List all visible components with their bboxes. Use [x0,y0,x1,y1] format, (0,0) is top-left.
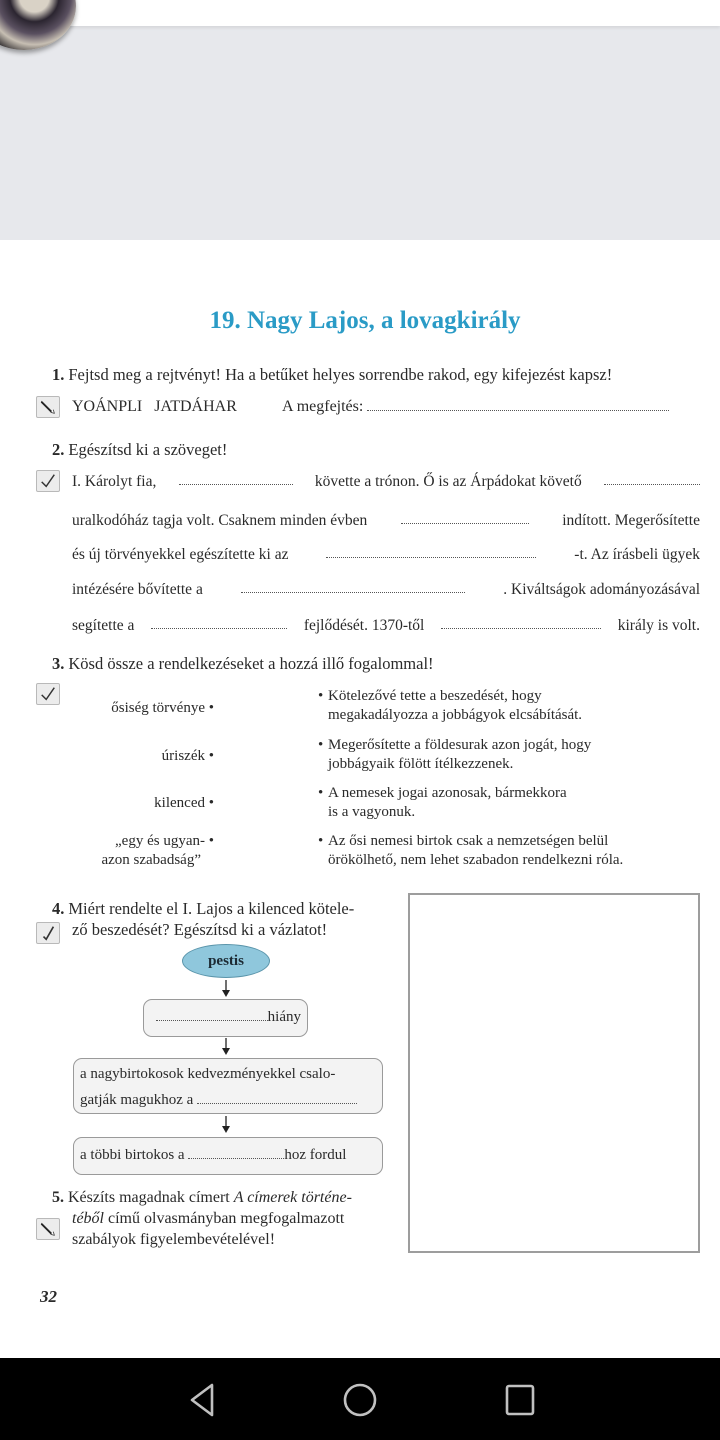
term-egy-es-ugyanazon[interactable]: „egy és ugyan- • azon szabadság” [101,833,214,868]
blank-field[interactable] [197,1092,357,1104]
text-line-5: segítette a fejlődését. 1370-től király is volt. [72,617,700,634]
task-5-prompt: 5. Készíts magadnak címert A címerek történe- téből című olvasmányban megfogalmazott szabályok figyelembevételével! [52,1189,352,1248]
system-nav-bar [0,1358,720,1440]
back-icon [187,1382,217,1418]
recents-icon [504,1383,536,1417]
task-4-prompt: 4. Miért rendelte el I. Lajos a kilenced kötele- ző beszedését? Egészítsd ki a vázlatot! [52,899,355,939]
home-button[interactable] [338,1378,382,1422]
coat-of-arms-drawing-area[interactable] [408,893,700,1253]
flow-start-pestis: pestis [182,944,270,978]
checkmark-icon [36,470,60,492]
blank-field[interactable] [188,1147,284,1159]
term-kilenced[interactable]: kilenced • [154,795,214,811]
term-uriszek[interactable]: úriszék • [161,748,214,764]
task-2-prompt: 2. Egészítsd ki a szöveget! [52,440,228,459]
blank-field[interactable] [151,617,287,629]
blank-field[interactable] [241,581,465,593]
worksheet-page [0,240,720,1358]
pencil-icon [36,1218,60,1240]
back-button[interactable] [180,1378,224,1422]
app-top-bar [0,0,720,26]
answer-label: A megfejtés: [282,398,364,415]
task-number: 1. [52,365,65,384]
blank-field[interactable] [179,473,293,485]
page-number: 32 [40,1287,57,1306]
definition-4[interactable]: • Az ősi nemesi birtok csak a nemzetségen belül örökölhető, nem lehet szabadon rendelkezni róla. [318,833,624,868]
page-title: 19. Nagy Lajos, a lovagkirály [209,307,521,334]
pencil-icon [36,396,60,418]
task-1-prompt: 1. Fejtsd meg a rejtvényt! Ha a betűket helyes sorrendbe rakod, egy kifejezést kapsz! [52,365,613,384]
blank-field[interactable] [326,546,536,558]
arrow-down-icon [221,1038,231,1056]
text-line-4: intézésére bővítette a . Kiváltságok adományozásával [72,581,700,598]
checkmark-icon [36,683,60,705]
answer-blank[interactable] [367,399,669,411]
flow-box-shortage: hiány [143,999,308,1037]
term-osiseg[interactable]: ősiség törvénye • [111,700,214,716]
text-line-1: I. Károlyt fia, követte a trónon. Ő is az Árpádokat követő [72,473,700,491]
arrow-down-icon [221,980,231,998]
flow-box-other-owners: a többi birtokos a hoz fordul [73,1137,383,1175]
task-3-prompt: 3. Kösd össze a rendelkezéseket a hozzá illő fogalommal! [52,654,434,673]
image-viewer-background [0,26,720,240]
home-icon [342,1382,378,1418]
definition-2[interactable]: • Megerősítette a földesurak azon jogát, hogy jobbágyaik fölött ítélkezzenek. [318,737,592,772]
blank-field[interactable] [441,617,601,629]
text-line-3: és új törvényekkel egészítette ki az -t. Az írásbeli ügyek [72,546,700,563]
definition-1[interactable]: • Kötelezővé tette a beszedését, hogy megakadályozza a jobbágyok elcsábítását. [318,688,583,723]
puzzle-text: YOÁNPLI JATDÁHAR [72,398,237,415]
recents-button[interactable] [498,1378,542,1422]
flow-box-landowners: a nagybirtokosok kedvezményekkel csalo- gatják magukhoz a [73,1058,383,1114]
text-line-2: uralkodóház tagja volt. Csaknem minden évben indított. Megerősítette [72,512,700,529]
definition-3[interactable]: • A nemesek jogai azonosak, bármekkora is a vagyonuk. [318,785,567,820]
blank-field[interactable] [401,512,529,524]
checkmark-icon [36,922,60,944]
blank-field[interactable] [604,473,700,485]
blank-field[interactable] [156,1009,268,1021]
arrow-down-icon [221,1116,231,1134]
task-1-row [72,398,669,416]
